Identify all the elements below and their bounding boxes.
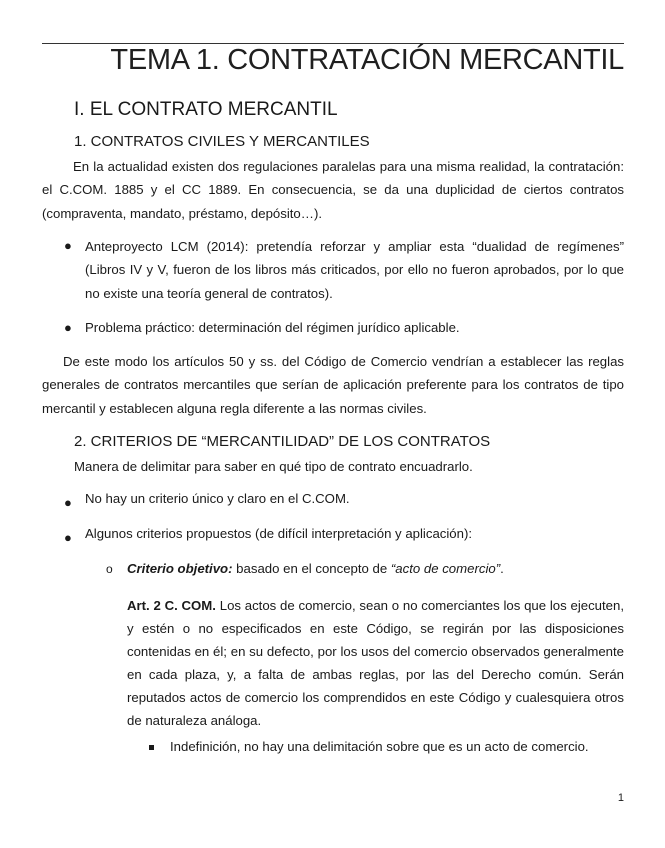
document-title: TEMA 1. CONTRATACIÓN MERCANTIL	[110, 44, 624, 76]
bullet-icon: ●	[64, 530, 72, 545]
criterion-objetivo	[127, 561, 504, 576]
bullet-icon: ●	[64, 495, 72, 510]
criterion-text: basado en el concepto de	[232, 561, 391, 576]
page-number: 1	[617, 792, 624, 804]
bullet-item-criterios-propuestos: Algunos criterios propuestos (de difícil interpretación y aplicación):	[85, 526, 473, 541]
bullet-item-anteproyecto: Anteproyecto LCM (2014): pretendía reforzar y ampliar esta “dualidad de regímenes” (Libros IV y V, fueron de los libros más criticados, por ello no fueron aprobados, por lo que no existe una teoría general de contratos).	[85, 239, 624, 301]
article-ref: Art. 2 C. COM.	[127, 598, 216, 613]
bullet-icon: ●	[64, 320, 72, 335]
sub-bullet-indefinicion: Indefinición, no hay una delimitación sobre que es un acto de comercio.	[170, 739, 589, 754]
bullet-item-problema: Problema práctico: determinación del régimen jurídico aplicable.	[85, 320, 460, 335]
article-text: Los actos de comercio, sean o no comerciantes los que los ejecuten, y estén o no especificados en este Código, se regirán por las disposiciones contenidas en él; en su defecto, por los usos del comercio observados generalmente en cada plaza, y, a falta de ambas reglas, por las del Derecho común. Serán reputados actos de comercio los comprendidos en este Código y cualesquiera otros de naturaleza análoga.	[127, 598, 625, 728]
article-quote	[127, 594, 624, 732]
criterion-quote: “acto de comercio”	[390, 561, 501, 576]
subsection-heading-2: 2. CRITERIOS DE “MERCANTILIDAD” DE LOS CONTRATOS	[74, 433, 491, 450]
subsection-heading-1: 1. CONTRATOS CIVILES Y MERCANTILES	[74, 133, 370, 150]
criterion-end: .	[500, 561, 504, 576]
bullet-icon: ●	[64, 238, 72, 253]
bullet-item-no-criterio: No hay un criterio único y claro en el C.COM.	[85, 491, 350, 506]
sub-bullet-marker: o	[106, 562, 113, 576]
square-bullet-icon	[149, 745, 154, 750]
paragraph-closing: De este modo los artículos 50 y ss. del Código de Comercio vendrían a establecer las reglas generales de contratos mercantiles que serían de aplicación preferente para los contratos de tipo mercantil y establecen alguna regla diferente a las normas civiles.	[42, 354, 624, 416]
section-heading: I. EL CONTRATO MERCANTIL	[74, 99, 338, 120]
paragraph-criterios-intro: Manera de delimitar para saber en qué tipo de contrato encuadrarlo.	[74, 459, 473, 474]
criterion-label: Criterio objetivo:	[127, 561, 233, 576]
paragraph-intro: En la actualidad existen dos regulaciones paralelas para una misma realidad, la contratación: el C.COM. 1885 y el CC 1889. En consecuencia, se da una duplicidad de ciertos contratos (compraventa, mandato, préstamo, depósito…).	[42, 159, 624, 221]
